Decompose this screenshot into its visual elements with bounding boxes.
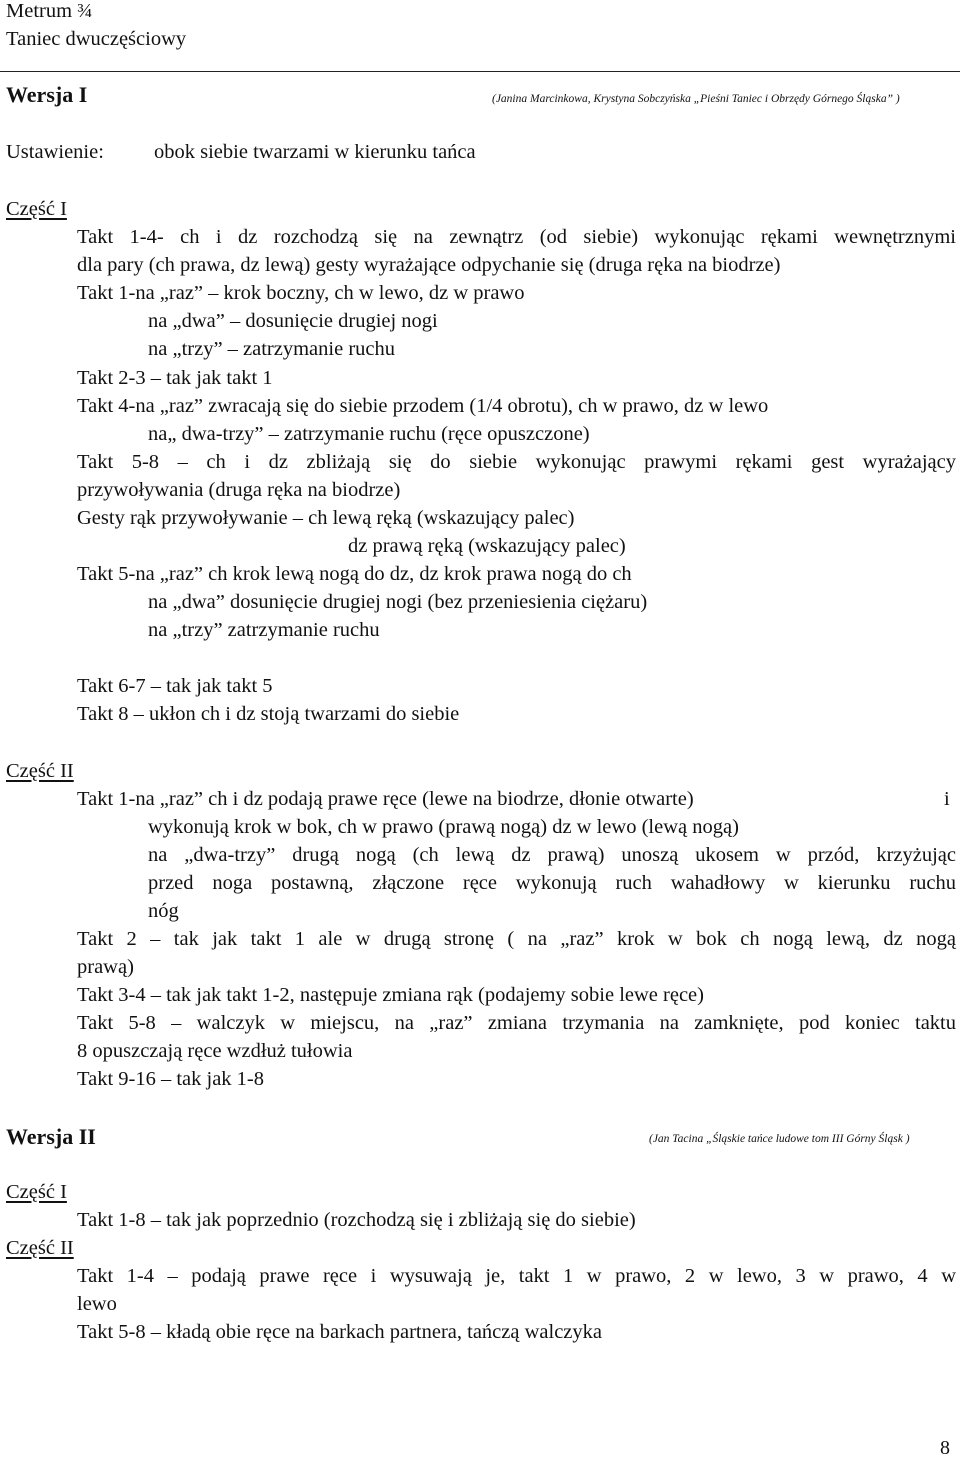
text-line: wykonują krok w bok, ch w prawo (prawą nogą) dz w lewo (lewą nogą) <box>148 816 739 838</box>
text-line: przywoływania (druga ręka na biodrze) <box>77 479 401 501</box>
text-line: Takt 6-7 – tak jak takt 5 <box>77 675 273 697</box>
text-line: Takt 1-4 – podają prawe ręce i wysuwają je, takt 1 w prawo, 2 w lewo, 3 w prawo, 4 w <box>77 1265 956 1287</box>
v2-part-1-heading: Część I <box>6 1181 67 1203</box>
text-line: Takt 2 – tak jak takt 1 ale w drugą stronę ( na „raz” krok w bok ch nogą lewą, dz nogą <box>77 928 956 950</box>
version-2-source: (Jan Tacina „Śląskie tańce ludowe tom III Górny Śląsk ) <box>649 1133 910 1145</box>
text-line: na „dwa” – dosunięcie drugiej nogi <box>148 310 438 332</box>
text-line: Takt 5-na „raz” ch krok lewą nogą do dz, dz krok prawa nogą do ch <box>77 563 632 585</box>
text-line: Takt 9-16 – tak jak 1-8 <box>77 1068 265 1090</box>
meter-label: Metrum ¾ <box>6 0 93 22</box>
text-line: Gesty rąk przywoływanie – ch lewą ręką (wskazujący palec) <box>77 507 575 529</box>
text-line: i <box>944 788 950 810</box>
text-line: Takt 8 – ukłon ch i dz stoją twarzami do siebie <box>77 703 460 725</box>
v2-part-2-heading: Część II <box>6 1237 74 1259</box>
part-2-heading: Część II <box>6 760 74 782</box>
text-line: dla pary (ch prawa, dz lewą) gesty wyrażające odpychanie się (druga ręka na biodrze) <box>77 254 781 276</box>
text-line: na „dwa” dosunięcie drugiej nogi (bez przeniesienia ciężaru) <box>148 591 648 613</box>
text-line: Takt 1-na „raz” ch i dz podają prawe ręce (lewe na biodrze, dłonie otwarte) <box>77 788 694 810</box>
text-line: Takt 5-8 – ch i dz zbliżają się do siebie wykonując prawymi rękami gest wyrażający <box>77 451 956 473</box>
text-line: lewo <box>77 1293 117 1315</box>
text-line: na „trzy” zatrzymanie ruchu <box>148 619 380 641</box>
text-line: nóg <box>148 900 179 922</box>
text-line: Takt 1-na „raz” – krok boczny, ch w lewo, dz w prawo <box>77 282 525 304</box>
text-line: Takt 5-8 – walczyk w miejscu, na „raz” zmiana trzymania na zamknięte, pod koniec taktu <box>77 1012 956 1034</box>
version-1-title: Wersja I <box>6 82 88 107</box>
text-line: na„ dwa-trzy” – zatrzymanie ruchu (ręce opuszczone) <box>148 423 590 445</box>
text-line: 8 opuszczają ręce wzdłuż tułowia <box>77 1040 353 1062</box>
text-line: Takt 1-8 – tak jak poprzednio (rozchodzą się i zbliżają się do siebie) <box>77 1209 636 1231</box>
text-line: Takt 1-4- ch i dz rozchodzą się na zewnątrz (od siebie) wykonując rękami wewnętrznymi <box>77 226 956 248</box>
version-2-title: Wersja II <box>6 1124 96 1149</box>
text-line: Takt 4-na „raz” zwracają się do siebie przodem (1/4 obrotu), ch w prawo, dz w lewo <box>77 395 769 417</box>
part-1-heading: Część I <box>6 198 67 220</box>
text-line: Takt 5-8 – kładą obie ręce na barkach partnera, tańczą walczyka <box>77 1321 603 1343</box>
text-line: dz prawą ręką (wskazujący palec) <box>348 535 626 557</box>
text-line: prawą) <box>77 956 134 978</box>
dance-type-label: Taniec dwuczęściowy <box>6 28 187 50</box>
text-line: na „dwa-trzy” drugą nogą (ch lewą dz prawą) unoszą ukosem w przód, krzyżując <box>148 844 956 866</box>
page-number: 8 <box>940 1437 950 1459</box>
text-line: na „trzy” – zatrzymanie ruchu <box>148 338 396 360</box>
setup-label: Ustawienie: <box>6 141 104 163</box>
text-line: Takt 3-4 – tak jak takt 1-2, następuje zmiana rąk (podajemy sobie lewe ręce) <box>77 984 704 1006</box>
text-line: przed noga postawną, złączone ręce wykonują ruch wahadłowy w kierunku ruchu <box>148 872 956 894</box>
version-1-source: (Janina Marcinkowa, Krystyna Sobczyńska „Pieśni Taniec i Obrzędy Górnego Śląska” ) <box>492 93 900 105</box>
text-line: Takt 2-3 – tak jak takt 1 <box>77 367 273 389</box>
header-divider <box>0 71 960 72</box>
setup-value: obok siebie twarzami w kierunku tańca <box>154 141 476 163</box>
